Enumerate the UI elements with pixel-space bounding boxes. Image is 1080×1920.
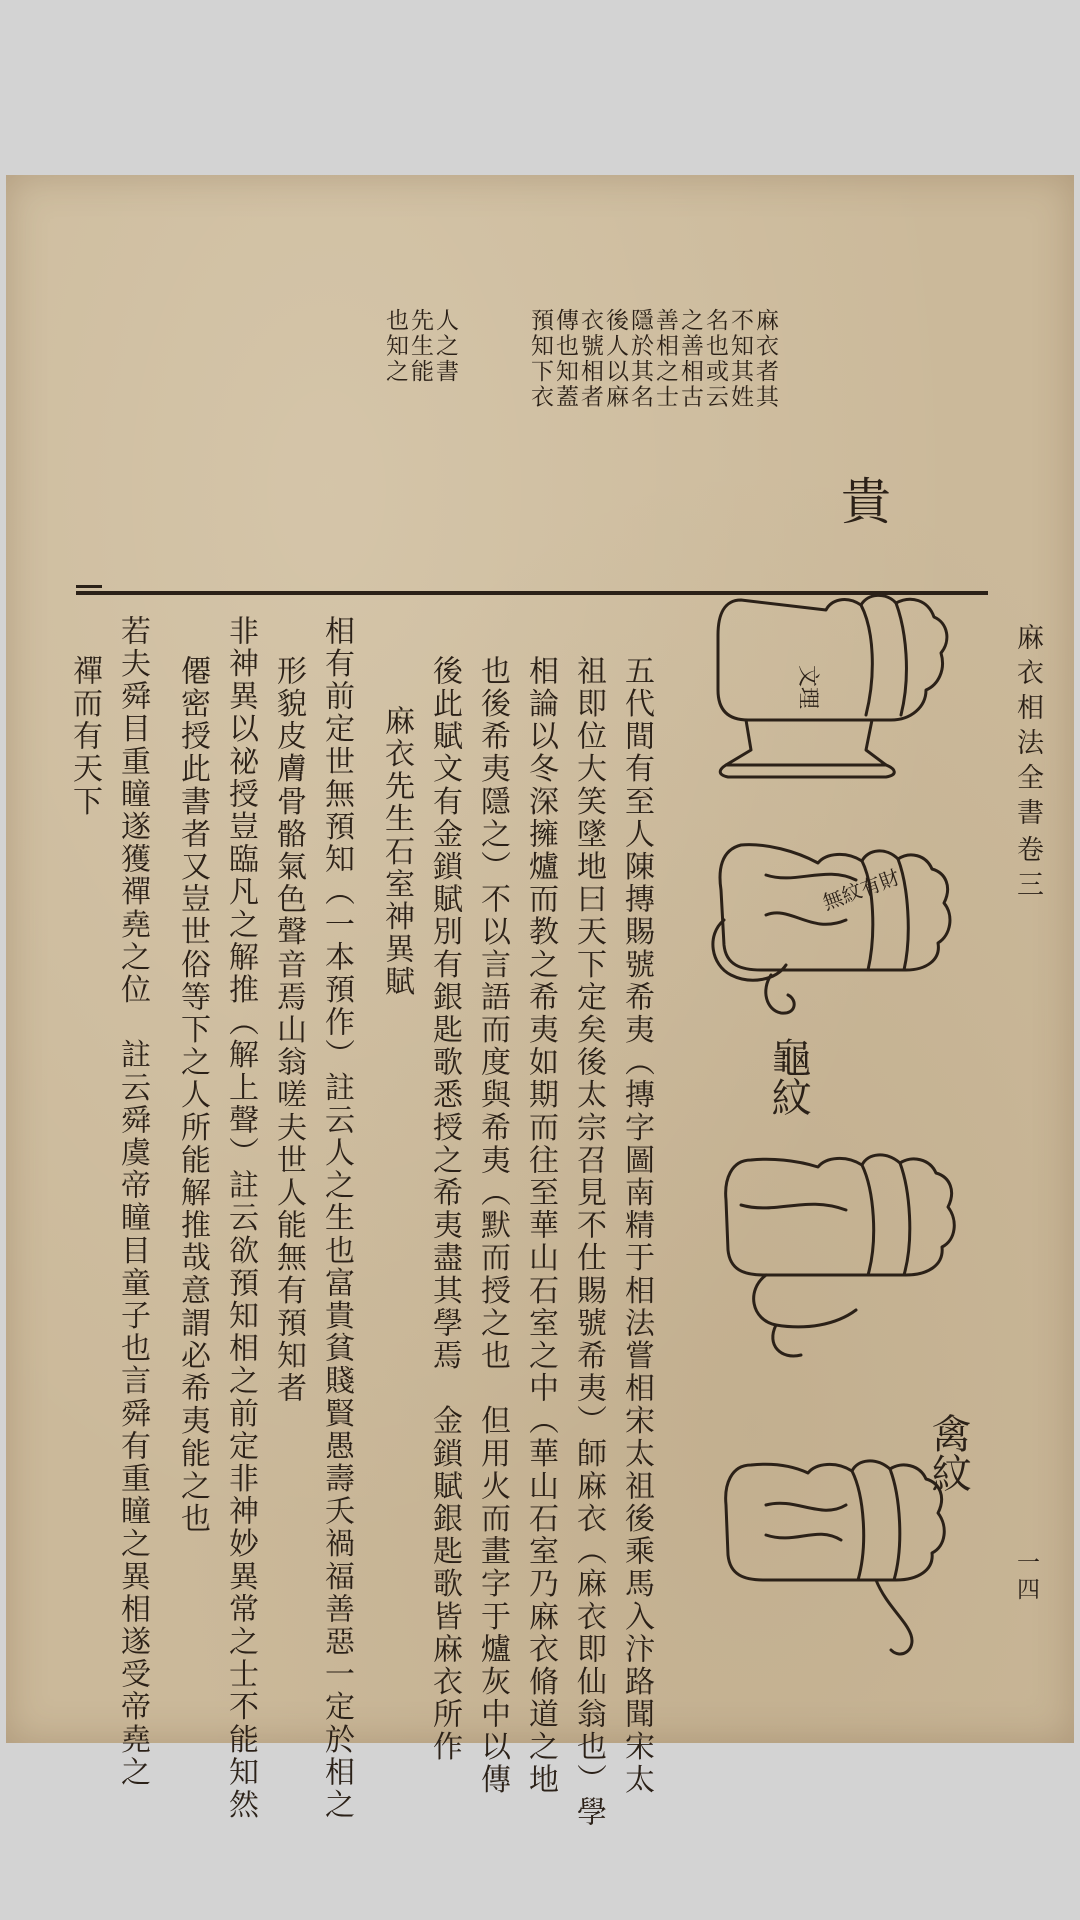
note-column: 隱於其名 — [627, 308, 653, 410]
note-column: 之善相古 — [677, 308, 703, 410]
foot-figure-4 — [726, 1461, 945, 1654]
body-column: 五代間有至人陳摶賜號希夷（摶字圖南精于相法嘗相宋太祖後乘馬入汴路聞宋太 — [619, 655, 654, 1796]
body-column: 也後希夷隱之）不以言語而度與希夷（默而授之也 但用火而畫字于爐灰中以傳 — [475, 655, 510, 1796]
note-column: 預知下衣 — [527, 308, 553, 410]
foot-illustrations — [6, 175, 1074, 1743]
body-column: 相論以冬深擁爐而教之希夷如期而往至華山石室之中（華山石室乃麻衣脩道之地 — [523, 655, 558, 1796]
body-column: 祖即位大笑墜地曰天下定矣後太宗召見不仕賜號希夷）師麻衣（麻衣即仙翁也）學 — [571, 655, 606, 1829]
figure-label-4: 禽紋 — [925, 1413, 971, 1493]
figure-inner-text-1: 文理 — [795, 665, 820, 710]
note-column: 麻衣者其 — [752, 308, 778, 410]
note-column: 先生能 — [407, 308, 433, 385]
foot-figure-3 — [726, 1155, 955, 1356]
body-column: 若夫舜目重瞳遂獲禪堯之位 註云舜虞帝瞳目童子也言舜有重瞳之異相遂受帝堯之 — [115, 615, 150, 1789]
section-heading: 麻衣先生石室神異賦 — [379, 705, 414, 999]
foot-figure-2 — [713, 845, 950, 1013]
foot-figure-1 — [718, 595, 947, 777]
figure-label-3: 龜紋 — [765, 1037, 811, 1117]
body-column: 後此賦文有金鎖賦別有銀匙歌悉授之希夷盡其學焉 金鎖賦銀匙歌皆麻衣所作 — [427, 655, 462, 1764]
note-column: 衣號相者 — [577, 308, 603, 410]
note-column: 名也或云 — [702, 308, 728, 410]
note-column: 傳也知蓋 — [552, 308, 578, 410]
book-title: 麻衣相法全書 — [1012, 623, 1043, 833]
note-column: 也知之 — [382, 308, 408, 385]
note-column: 善相之士 — [652, 308, 678, 410]
body-column: 非神異以祕授豈臨凡之解推（解上聲）註云欲預知相之前定非神妙異常之士不能知然 — [223, 615, 258, 1822]
body-column: 相有前定世無預知（一本預作）註云人之生也富貴貧賤賢愚壽夭禍福善惡一定於相之 — [319, 615, 354, 1822]
body-column: 禪而有天下 — [67, 655, 102, 818]
body-column: 僊密授此書者又豈世俗等下之人所能解推哉意謂必希夷能之也 — [175, 655, 210, 1536]
note-column: 不知其姓 — [727, 308, 753, 410]
volume-label: 卷三 — [1012, 835, 1043, 905]
page-number: 一四 — [1013, 1550, 1039, 1604]
figure-inner-text-2: 無紋有財 — [819, 864, 903, 915]
book-page — [6, 175, 1074, 1829]
note-column: 後人以麻 — [602, 308, 628, 410]
note-column: 人之書 — [432, 308, 458, 385]
figure-label-1: 貴 — [833, 475, 891, 525]
body-column: 形貌皮膚骨骼氣色聲音焉山翁嗟夫世人能無有預知者 — [271, 655, 306, 1405]
